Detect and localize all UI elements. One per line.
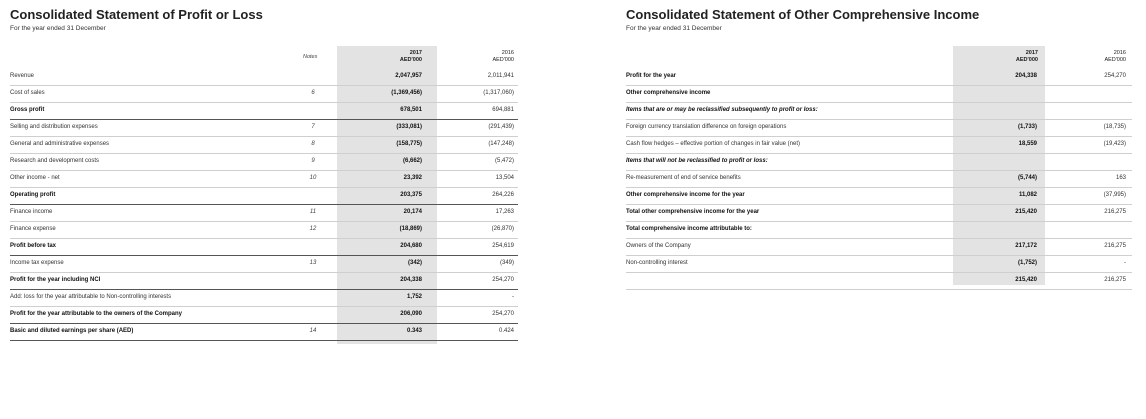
statement-row: [626, 170, 1132, 188]
row-note: [306, 289, 320, 306]
row-label: Total comprehensive income attributable to:: [626, 226, 752, 232]
value-2017: 11,082: [1018, 192, 1037, 198]
row-label: Owners of the Company: [626, 243, 691, 249]
value-2016: 216,275: [1104, 243, 1126, 249]
value-2016: [1056, 102, 1126, 119]
row-note: [306, 238, 320, 255]
value-2017: [967, 221, 1037, 238]
statement-row: [626, 119, 1132, 137]
value-2017: (1,369,456): [391, 90, 422, 96]
row-label: Other comprehensive income for the year: [626, 192, 745, 198]
row-label: Basic and diluted earnings per share (AED): [10, 328, 134, 334]
value-2017: [967, 102, 1037, 119]
row-note: 11: [309, 209, 317, 215]
year-label: 2016: [1113, 50, 1126, 56]
statement-row: [10, 289, 518, 307]
value-2016: 13,504: [495, 175, 514, 181]
value-2016: [1056, 153, 1126, 170]
row-label: Non-controlling interest: [626, 260, 688, 266]
value-2017: 203,375: [400, 192, 422, 198]
statement-row: [10, 170, 518, 188]
row-note: 10: [309, 175, 317, 181]
value-2017: 0.343: [406, 328, 422, 334]
statement-row: [10, 153, 518, 171]
value-2017: (18,869): [399, 226, 422, 232]
row-label: Revenue: [10, 73, 35, 79]
row-label: Cost of sales: [10, 90, 45, 96]
value-2017: 215,420: [1015, 277, 1037, 283]
value-2016: (1,317,060): [483, 90, 514, 96]
statement-row: [10, 187, 518, 205]
row-label: Items that are or may be reclassified subsequently to profit or loss:: [626, 107, 818, 113]
value-2017: (1,752): [1017, 260, 1037, 266]
unit-label: AED'000: [492, 57, 514, 63]
row-label: Finance income: [10, 209, 53, 215]
row-label: Operating profit: [10, 192, 56, 198]
row-label: Research and development costs: [10, 158, 100, 164]
value-2016: (147,248): [488, 141, 514, 147]
row-label: Profit for the year attributable to the owners of the Company: [10, 311, 183, 317]
value-2016: 216,275: [1104, 209, 1126, 215]
value-2017: [967, 153, 1037, 170]
value-2016: 17,263: [495, 209, 514, 215]
value-2017: (6,662): [402, 158, 422, 164]
year-2016-header: [1084, 50, 1126, 64]
statement-row: [626, 221, 1132, 239]
row-label: Other comprehensive income: [626, 90, 711, 96]
statement-row: [626, 102, 1132, 120]
row-label: Gross profit: [10, 107, 45, 113]
value-2016: (18,735): [1103, 124, 1126, 130]
value-2017: [967, 85, 1037, 102]
statement-row: [10, 119, 518, 137]
value-2016: 163: [1115, 175, 1126, 181]
row-label: Profit for the year: [626, 73, 677, 79]
statement-row: [10, 136, 518, 154]
row-label: Profit for the year including NCI: [10, 277, 101, 283]
unit-label: AED'000: [399, 57, 422, 63]
value-2016: 254,270: [1104, 73, 1126, 79]
row-label: Selling and distribution expenses: [10, 124, 98, 130]
row-note: [306, 306, 320, 323]
year-2016-header: [472, 50, 514, 64]
value-2016: 2,011,941: [487, 73, 514, 79]
row-note: [306, 68, 320, 85]
row-label: Items that will not be reclassified to profit or loss:: [626, 158, 768, 164]
statement-row: [626, 136, 1132, 154]
row-note: 6: [311, 90, 315, 96]
value-2017: (342): [407, 260, 422, 266]
value-2017: 204,680: [400, 243, 422, 249]
row-label: Other income - net: [10, 175, 60, 181]
statement-row: [626, 238, 1132, 256]
unit-label: AED'000: [1015, 57, 1038, 63]
value-2016: 0.424: [498, 328, 514, 334]
value-2017: 20,174: [403, 209, 422, 215]
year-2017-header: [380, 50, 422, 64]
row-note: [306, 272, 320, 289]
value-2016: [1056, 85, 1126, 102]
statement-row: [626, 204, 1132, 222]
row-note: 13: [309, 260, 317, 266]
statement-subtitle: For the year ended 31 December: [626, 25, 722, 32]
statement-row: [626, 272, 1132, 290]
statement-row: [626, 85, 1132, 103]
value-2016: 254,619: [492, 243, 514, 249]
year-label: 2017: [409, 50, 422, 56]
row-label: Re-measurement of end of service benefits: [626, 175, 741, 181]
statement-row: [10, 68, 518, 86]
value-2017: 204,338: [400, 277, 422, 283]
value-2016: 254,270: [492, 311, 514, 317]
year-label: 2017: [1025, 50, 1038, 56]
value-2016: -: [512, 294, 514, 300]
value-2017: (1,733): [1017, 124, 1037, 130]
statement-row: [10, 238, 518, 256]
value-2016: (349): [499, 260, 514, 266]
value-2017: 1,752: [406, 294, 422, 300]
row-note: 7: [311, 124, 315, 130]
value-2016: -: [1124, 260, 1126, 266]
value-2017: (333,081): [396, 124, 422, 130]
value-2016: 264,226: [492, 192, 514, 198]
row-label: Income tax expense: [10, 260, 64, 266]
statement-subtitle: For the year ended 31 December: [10, 25, 106, 32]
statement-row: [10, 204, 518, 222]
statement-row: [626, 68, 1132, 86]
row-label: Finance expense: [10, 226, 56, 232]
value-2017: (158,775): [396, 141, 422, 147]
statement-title: Consolidated Statement of Profit or Loss: [10, 7, 263, 22]
statement-row: [10, 255, 518, 273]
value-2017: (5,744): [1017, 175, 1037, 181]
value-2017: 2,047,957: [395, 73, 422, 79]
row-note: 9: [311, 158, 315, 164]
value-2016: 694,881: [492, 107, 514, 113]
statement-row: [10, 85, 518, 103]
notes-header: Notes: [303, 54, 318, 60]
value-2017: 206,090: [400, 311, 422, 317]
statement-row: [10, 102, 518, 120]
value-2016: (5,472): [494, 158, 514, 164]
value-2017: 217,172: [1015, 243, 1037, 249]
row-note: [306, 102, 320, 119]
statement-row: [10, 323, 518, 341]
statement-row: [626, 153, 1132, 171]
row-note: 8: [311, 141, 315, 147]
row-note: [306, 187, 320, 204]
statement-row: [10, 306, 518, 324]
statement-title: Consolidated Statement of Other Comprehensive Income: [626, 7, 980, 22]
row-note: 12: [309, 226, 317, 232]
row-label: Cash flow hedges – effective portion of changes in fair value (net): [626, 141, 800, 147]
value-2017: 678,501: [400, 107, 422, 113]
value-2016: 216,275: [1104, 277, 1126, 283]
value-2016: (291,439): [488, 124, 514, 130]
year-2017-header: [996, 50, 1038, 64]
value-2017: 18,559: [1018, 141, 1037, 147]
row-label: Foreign currency translation difference on foreign operations: [626, 124, 787, 130]
statement-row: [626, 187, 1132, 205]
statement-row: [626, 255, 1132, 273]
value-2017: 23,392: [403, 175, 422, 181]
value-2016: (19,423): [1103, 141, 1126, 147]
value-2017: 204,338: [1015, 73, 1037, 79]
value-2016: 254,270: [492, 277, 514, 283]
row-label: Add: loss for the year attributable to Non-controlling interests: [10, 294, 172, 300]
statement-row: [10, 221, 518, 239]
row-label: Total other comprehensive income for the year: [626, 209, 760, 215]
value-2016: [1056, 221, 1126, 238]
value-2016: (26,870): [491, 226, 514, 232]
value-2017: 215,420: [1015, 209, 1037, 215]
unit-label: AED'000: [1104, 57, 1126, 63]
value-2016: (37,995): [1103, 192, 1126, 198]
row-label: General and administrative expenses: [10, 141, 110, 147]
year-label: 2016: [501, 50, 514, 56]
row-label: Profit before tax: [10, 243, 57, 249]
row-note: 14: [309, 328, 317, 334]
statement-row: [10, 272, 518, 290]
